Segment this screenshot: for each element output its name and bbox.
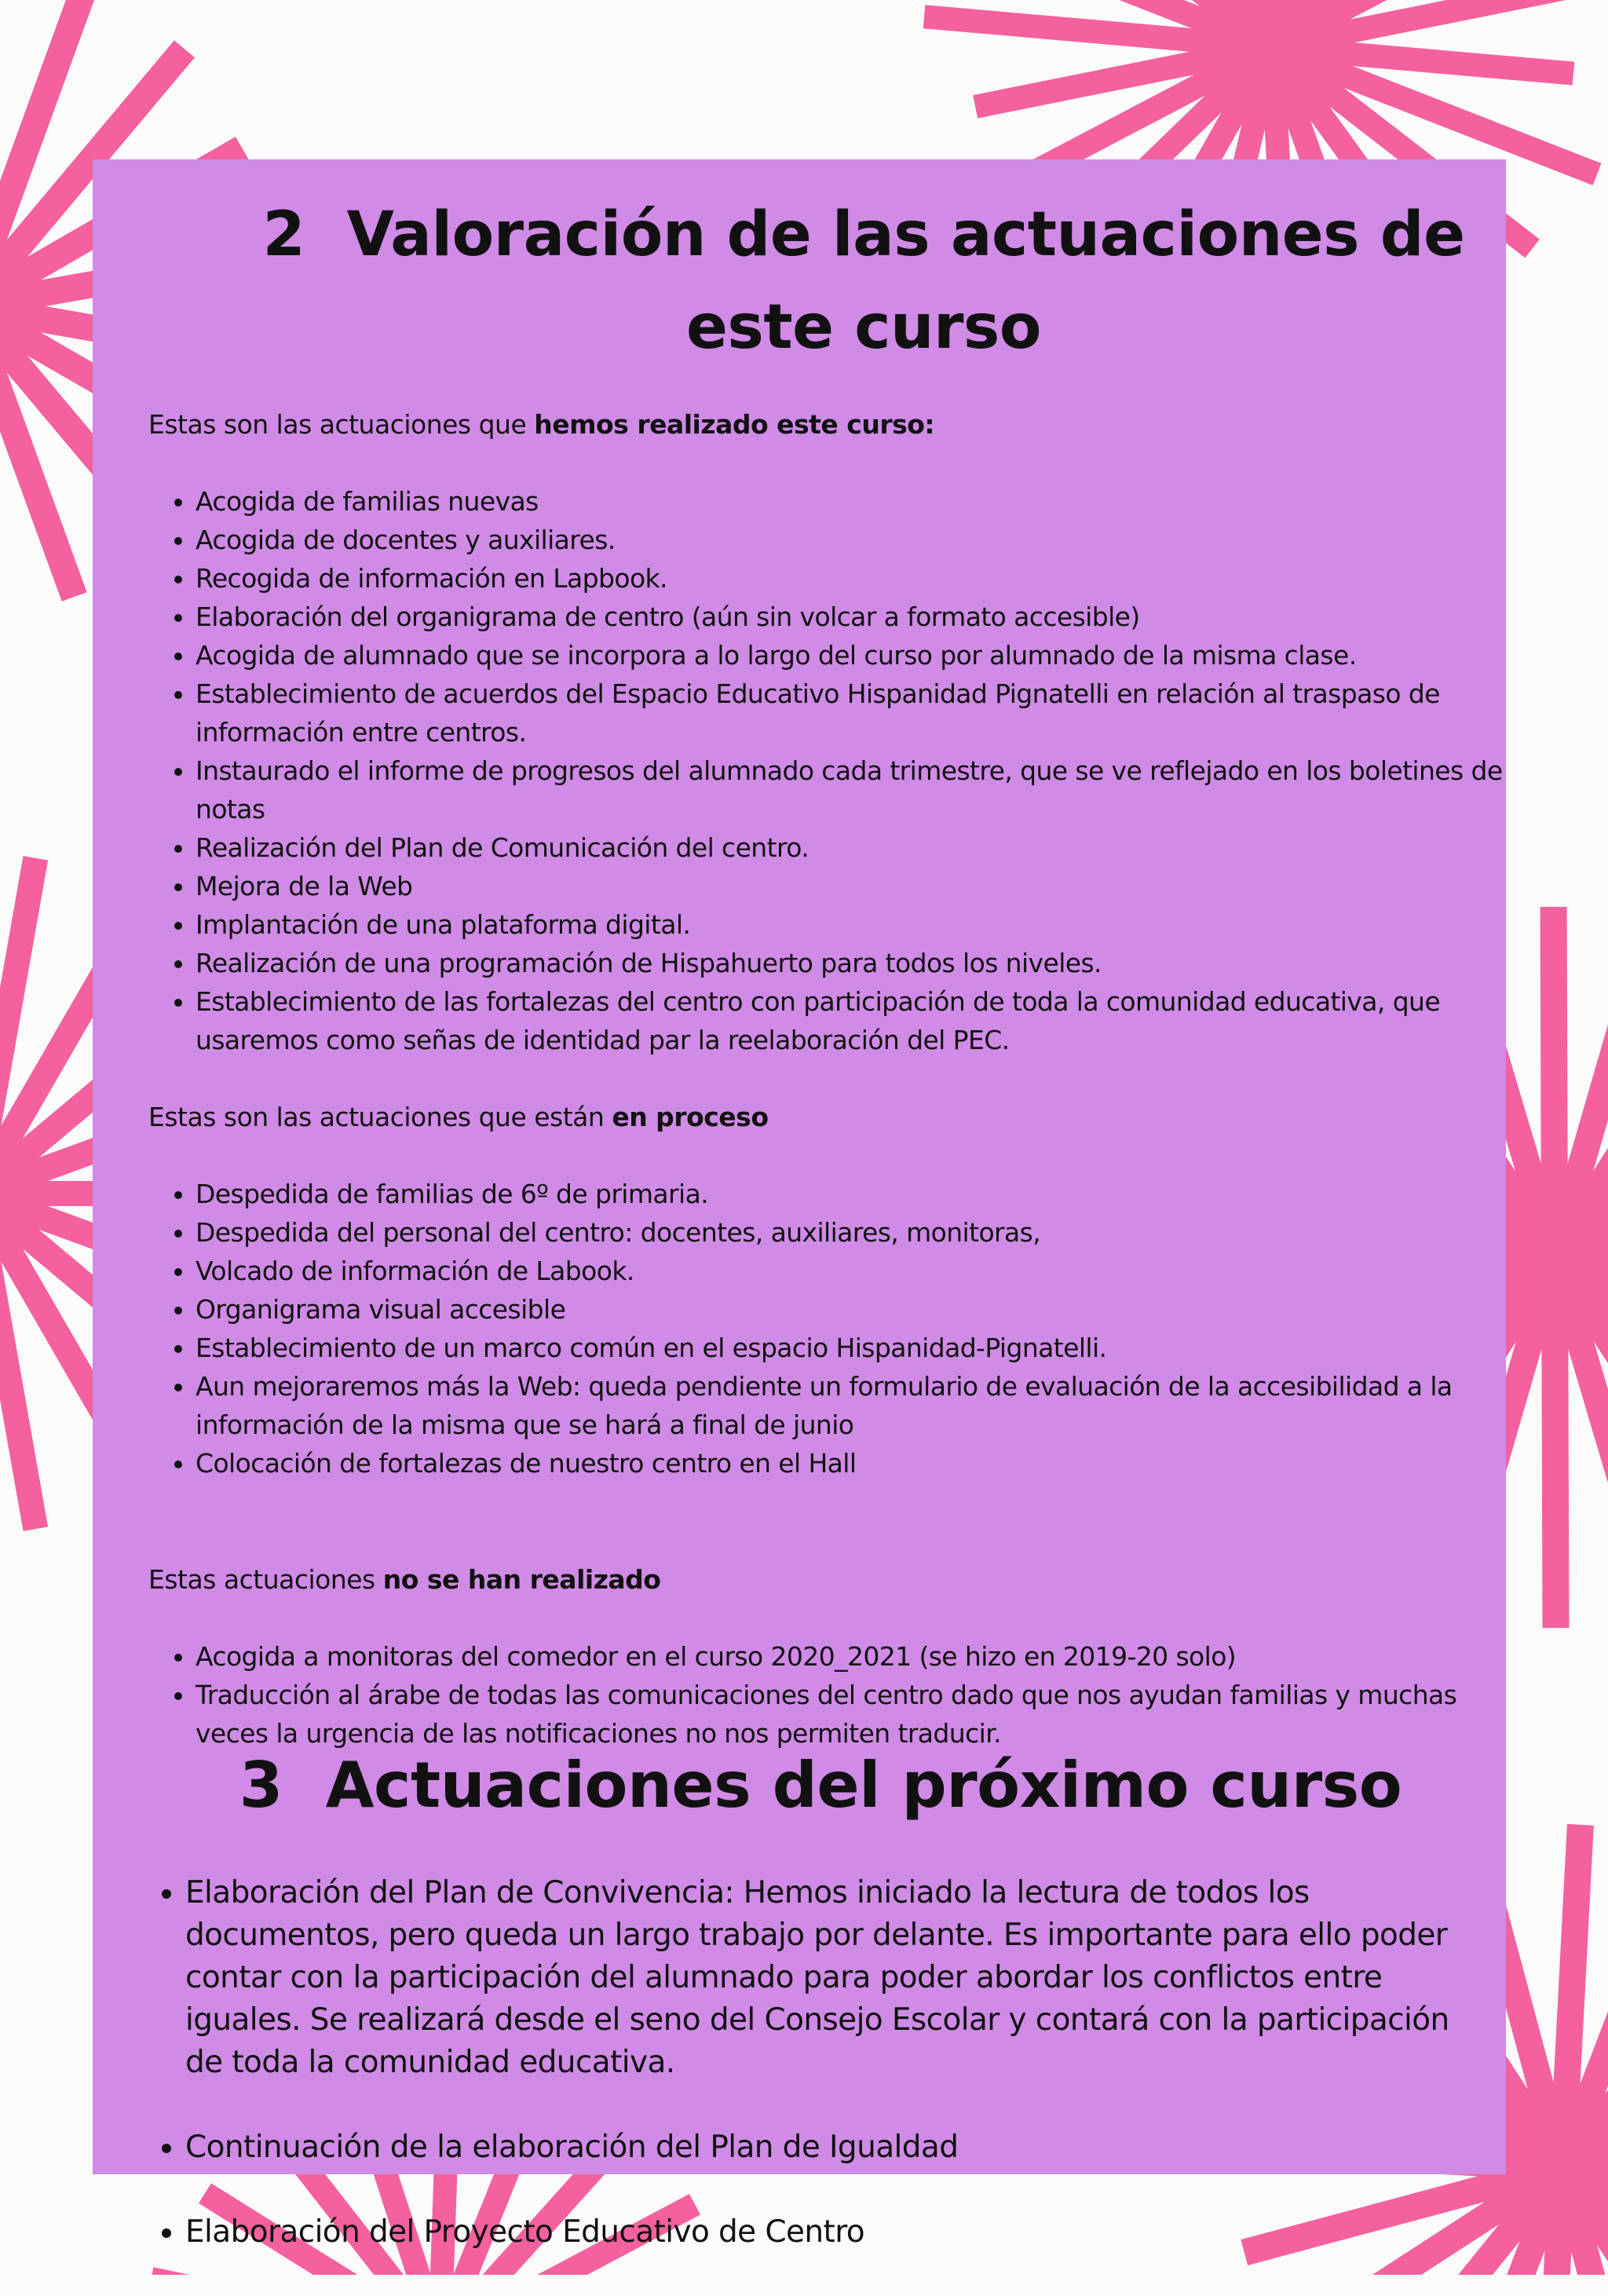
list-item: • Acogida de alumnado que se incorpora a lo largo del curso por alumnado de la misma clase.: [196, 636, 1518, 675]
list-item: • Acogida de docentes y auxiliares.: [196, 521, 1518, 559]
section-3-number: 3: [239, 1749, 283, 1822]
done-intro-bold: hemos realizado este curso:: [534, 409, 934, 440]
list-item: • Realización de una programación de Hispahuerto para todos los niveles.: [196, 944, 1518, 982]
list-item: • Aun mejoraremos más la Web: queda pendiente un formulario de evaluación de la accesibilidad a la información de la misma que se hará a final de junio: [196, 1367, 1518, 1444]
not-done-intro: [148, 1560, 660, 1599]
section-2-number: 2: [263, 199, 305, 270]
list-item: • Despedida del personal del centro: docentes, auxiliares, monitoras,: [196, 1213, 1518, 1252]
done-intro: [148, 405, 934, 444]
list-item: • Elaboración del Plan de Convivencia: Hemos iniciado la lectura de todos los documentos, pero queda un largo trabajo por delante. Es importante para ello poder contar con la participación del alumnado para poder abordar los conflictos entre iguales. Se realizará desde el seno del Consejo Escolar y contará con la participación de toda la comunidad educativa.: [185, 1872, 1489, 2084]
done-intro-text: Estas son las actuaciones que: [148, 409, 534, 440]
list-item: • Establecimiento de las fortalezas del centro con participación de toda la comunidad educativa, que usaremos como señas de identidad par la reelaboración del PEC.: [196, 982, 1518, 1059]
list-item: • Mejora de la Web: [196, 867, 1518, 905]
next-course-list: [138, 1872, 1489, 2296]
done-list: [148, 482, 1518, 1059]
list-item: • Volcado de información de Labook.: [196, 1252, 1518, 1290]
list-item: • Implantación de una plataforma digital.: [196, 905, 1518, 944]
list-item: • Establecimiento de un marco común en el espacio Hispanidad-Pignatelli.: [196, 1329, 1518, 1367]
list-item: • Acogida de familias nuevas: [196, 482, 1518, 521]
list-item: • Elaboración del Proyecto Educativo de Centro: [185, 2211, 1489, 2254]
list-item: • Colocación de fortalezas de nuestro centro en el Hall: [196, 1444, 1518, 1483]
section-2-title: Valoración de las actuaciones de este curso: [347, 199, 1465, 363]
not-done-intro-bold: no se han realizado: [383, 1564, 661, 1595]
list-item: • Elaboración del organigrama de centro (aún sin volcar a formato accesible): [196, 598, 1518, 636]
in-process-intro-bold: en proceso: [612, 1102, 768, 1132]
list-item: • Continuación de la elaboración del Plan de Igualdad: [185, 2126, 1489, 2169]
in-process-intro-text: Estas son las actuaciones que están: [148, 1102, 612, 1132]
list-item: • Traducción al árabe de todas las comunicaciones del centro dado que nos ayudan familias y muchas veces la urgencia de las notificaciones no nos permiten traducir.: [196, 1676, 1518, 1753]
list-item: • Organigrama visual accesible: [196, 1290, 1518, 1329]
list-item: • Establecimiento de acuerdos del Espacio Educativo Hispanidad Pignatelli en relación al traspaso de información entre centros.: [196, 675, 1518, 751]
section-2-heading: [196, 188, 1531, 374]
in-process-intro: [148, 1098, 769, 1136]
not-done-intro-text: Estas actuaciones: [148, 1564, 383, 1595]
list-item: • Realización del Plan de Comunicación del centro.: [196, 828, 1518, 867]
in-process-list: [148, 1175, 1518, 1483]
not-done-list: [148, 1637, 1518, 1753]
list-item: • Instaurado el informe de progresos del alumnado cada trimestre, que se ve reflejado en los boletines de notas: [196, 751, 1518, 828]
section-3-heading: [126, 1742, 1515, 1830]
list-item: • Recogida de información en Lapbook.: [196, 559, 1518, 598]
list-item: • Acogida a monitoras del comedor en el curso 2020_2021 (se hizo en 2019-20 solo): [196, 1637, 1518, 1676]
list-item: • Despedida de familias de 6º de primaria.: [196, 1175, 1518, 1213]
section-3-title: Actuaciones del próximo curso: [326, 1749, 1402, 1822]
